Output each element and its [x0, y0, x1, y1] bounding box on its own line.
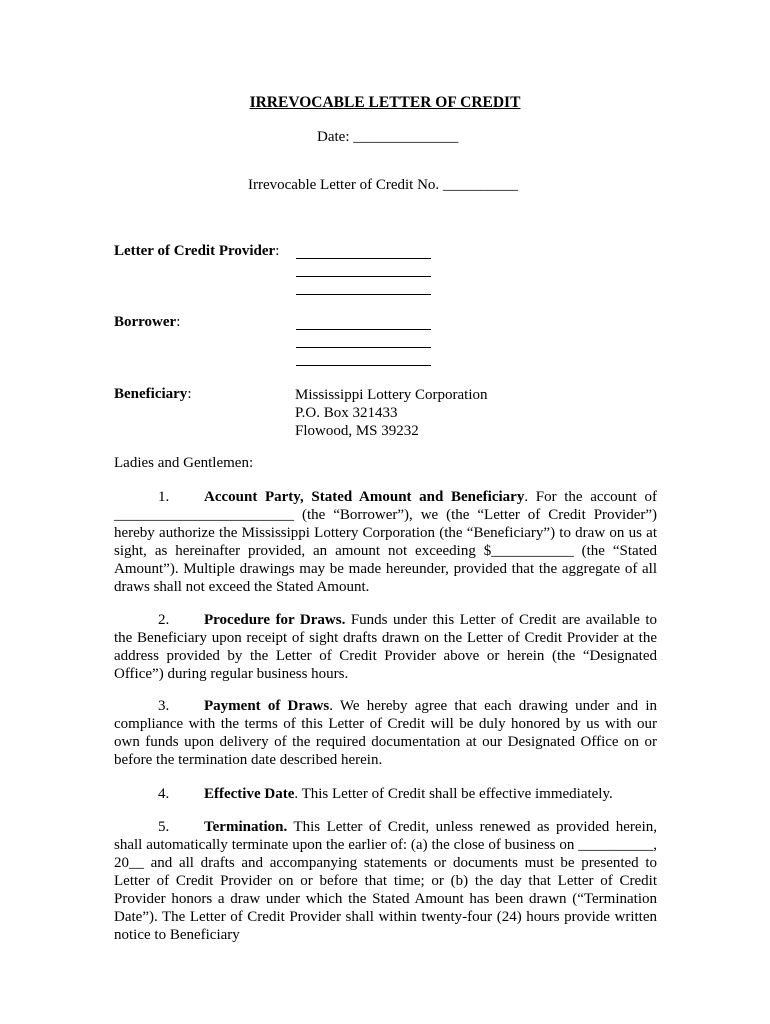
provider-blank-line-3: [296, 294, 431, 295]
section-text: We hereby agree that each drawing under and in compliance with the terms of this Letter of Credit will be duly honored by us with our own funds upon delivery of the required documentation at our Designated Office on or before the termination date described herein.: [114, 698, 658, 768]
section-number: 4.: [158, 786, 170, 802]
section-heading: Termination.: [204, 819, 288, 835]
section-text: For the account of ________________________ (the “Borrower”), we (the “Letter of Credit Provider”) hereby authorize the Mississippi Lottery Corporation (the “Beneficiary”) to draw on us at sight, as hereinafter provided, an amount not exceeding $___________ (the “Stated Amount”). Multiple drawings may be made hereunder, provided that the aggregate of all draws shall not exceed the Stated Amount.: [114, 489, 657, 595]
section-heading: Account Party, Stated Amount and Beneficiary: [204, 489, 525, 505]
borrower-blank-line-3: [296, 365, 431, 366]
beneficiary-address-line: P.O. Box 321433: [295, 405, 398, 421]
letter-of-credit-number-line: Irrevocable Letter of Credit No. __________: [248, 177, 518, 193]
section-4: [114, 785, 657, 803]
section-heading-punct: .: [524, 489, 529, 505]
section-1: [114, 488, 657, 596]
section-5: [114, 818, 657, 944]
borrower-label-row: [114, 314, 180, 331]
section-number: 5.: [158, 819, 170, 835]
section-heading-punct: .: [329, 698, 333, 714]
beneficiary-address-line: Flowood, MS 39232: [295, 423, 419, 439]
beneficiary-label: Beneficiary: [114, 386, 188, 402]
provider-blank-line-1: [296, 258, 431, 259]
beneficiary-address: [295, 386, 488, 440]
provider-colon: :: [275, 243, 280, 259]
provider-label-row: [114, 243, 279, 260]
section-text: This Letter of Credit shall be effective immediately.: [298, 786, 613, 802]
beneficiary-address-line: Mississippi Lottery Corporation: [295, 387, 488, 403]
borrower-colon: :: [176, 314, 181, 330]
section-number: 1.: [158, 489, 170, 505]
provider-blank-line-2: [296, 276, 431, 277]
section-heading: Payment of Draws: [204, 698, 330, 714]
beneficiary-label-row: [114, 386, 191, 403]
date-line: Date: ______________: [317, 129, 459, 145]
section-number: 2.: [158, 612, 170, 628]
section-text: Funds under this Letter of Credit are available to the Beneficiary upon receipt of sight drafts drawn on the Letter of Credit Provider at the address provided by the Letter of Credit Provider above or herein (the “Designated Office”) during regular business hours.: [114, 612, 658, 682]
salutation: Ladies and Gentlemen:: [114, 455, 254, 471]
document-title: IRREVOCABLE LETTER OF CREDIT: [249, 94, 521, 111]
section-text: This Letter of Credit, unless renewed as provided herein, shall automatically terminate upon the earlier of: (a) the close of business on __________, 20__ and all drafts and accompanying statements or documents must be presented to Letter of Credit Provider on or before that time; or (b) the day that Letter of Credit Provider honors a draw under which the Stated Amount has been drawn (“Termination Date”). The Letter of Credit Provider shall within twenty-four (24) hours provide written notice to Beneficiary: [114, 819, 657, 943]
section-number: 3.: [158, 698, 170, 714]
borrower-blank-line-1: [296, 329, 431, 330]
borrower-blank-line-2: [296, 347, 431, 348]
section-3: [114, 697, 657, 769]
section-2: [114, 611, 657, 683]
beneficiary-colon: :: [187, 386, 192, 402]
provider-label: Letter of Credit Provider: [114, 243, 276, 259]
section-heading: Procedure for Draws.: [204, 612, 346, 628]
borrower-label: Borrower: [114, 314, 177, 330]
section-heading-punct: .: [294, 786, 299, 802]
section-heading: Effective Date: [204, 786, 295, 802]
